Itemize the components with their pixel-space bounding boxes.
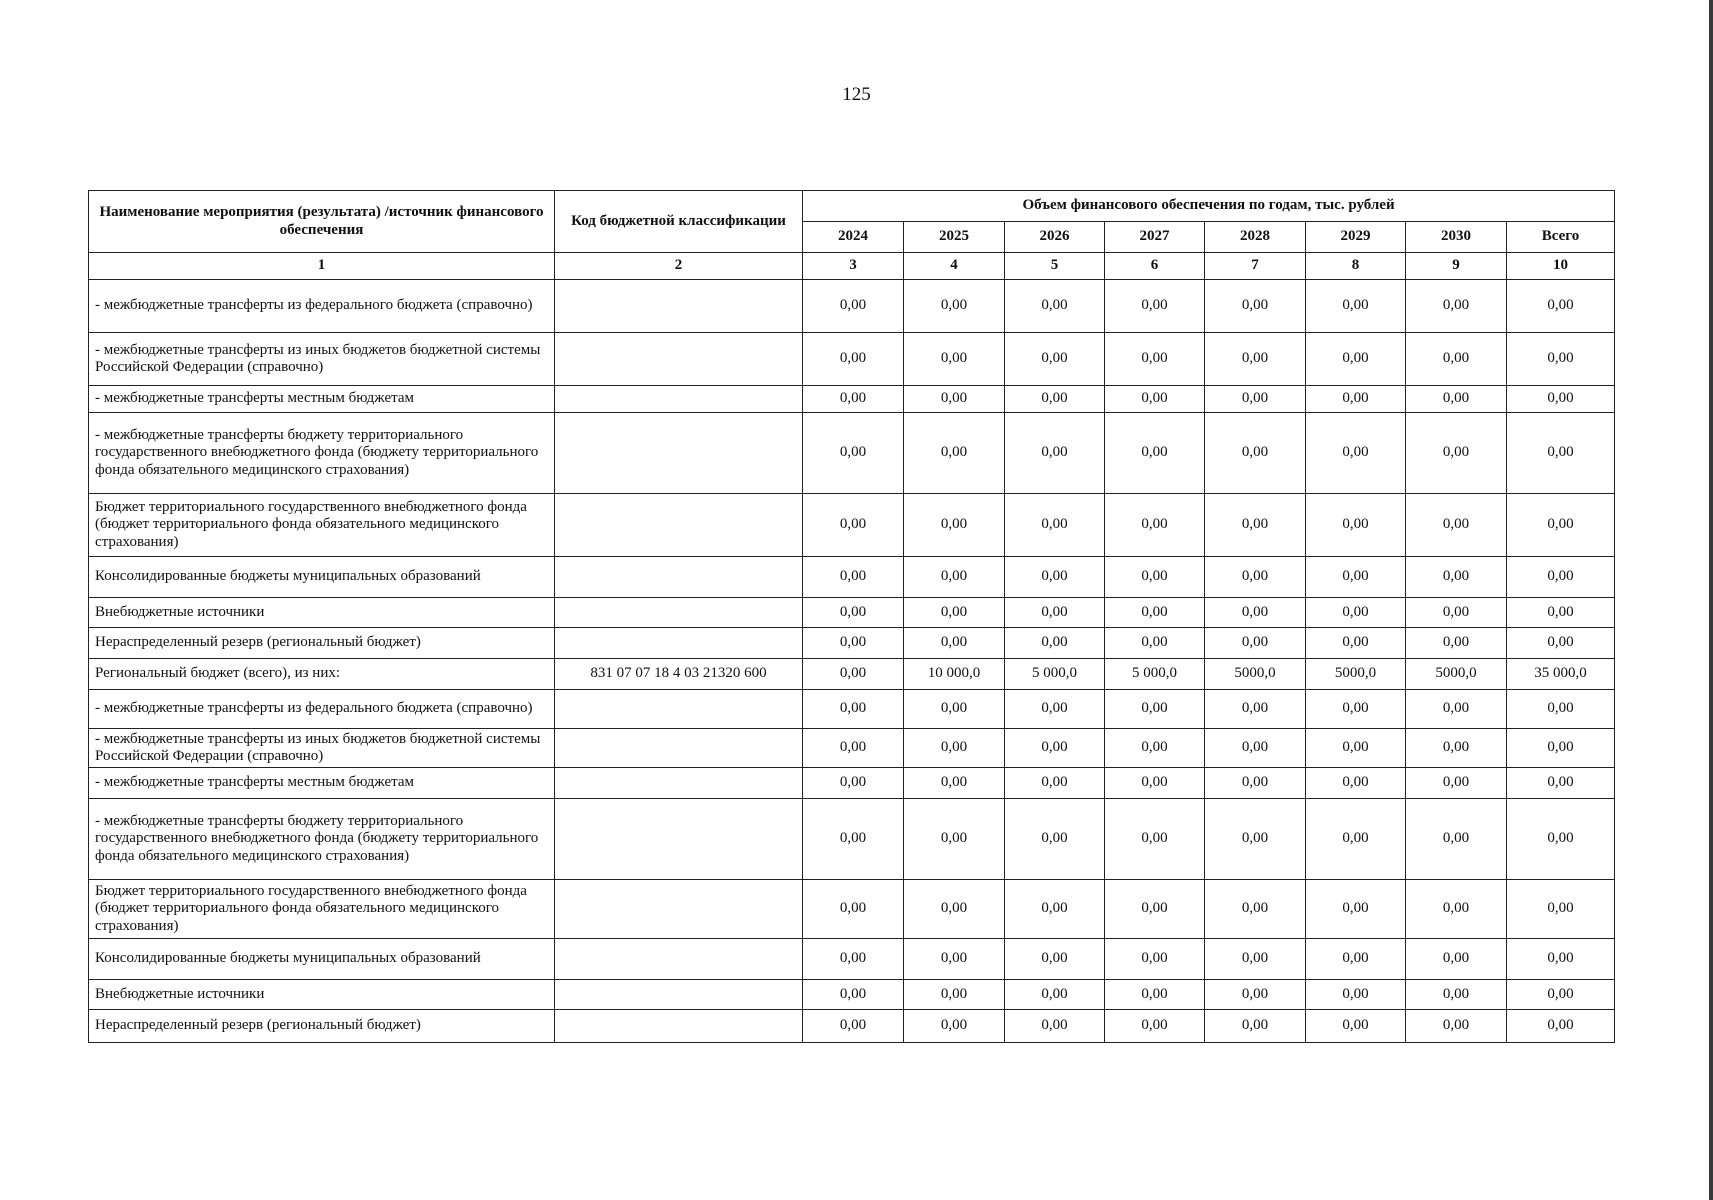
column-number: 9 [1406,253,1507,280]
table-row [89,939,1615,980]
row-name: - межбюджетные трансферты бюджету территориального государственного внебюджетного фонда (бюджету территориального фонда обязательного медицинского страхования) [89,799,555,880]
row-value: 0,00 [904,628,1005,659]
header-year: 2028 [1205,222,1306,253]
row-value: 0,00 [1306,333,1406,386]
header-year: 2029 [1306,222,1406,253]
row-code [555,413,803,494]
row-total: 0,00 [1507,413,1615,494]
row-value: 0,00 [1205,413,1306,494]
row-value: 5000,0 [1205,659,1306,690]
row-value: 0,00 [1005,880,1105,939]
table-row [89,494,1615,557]
row-name: Внебюджетные источники [89,598,555,628]
row-value: 0,00 [1105,413,1205,494]
row-value: 0,00 [1005,494,1105,557]
row-total: 0,00 [1507,768,1615,799]
row-value: 0,00 [1005,598,1105,628]
header-row-top [89,191,1615,222]
table-header [89,191,1615,280]
row-value: 0,00 [1205,280,1306,333]
table-row [89,628,1615,659]
row-value: 0,00 [803,333,904,386]
row-value: 0,00 [904,939,1005,980]
column-number: 3 [803,253,904,280]
row-code [555,1010,803,1043]
table-row [89,659,1615,690]
column-number: 4 [904,253,1005,280]
row-value: 0,00 [1105,799,1205,880]
row-value: 0,00 [1205,1010,1306,1043]
row-name: Нераспределенный резерв (региональный бюджет) [89,1010,555,1043]
row-value: 0,00 [1406,628,1507,659]
row-value: 0,00 [1406,799,1507,880]
row-value: 0,00 [803,557,904,598]
row-total: 0,00 [1507,1010,1615,1043]
row-total: 0,00 [1507,557,1615,598]
row-name: Бюджет территориального государственного внебюджетного фонда (бюджет территориального фонда обязательного медицинского страхования) [89,880,555,939]
table-row [89,1010,1615,1043]
row-value: 0,00 [1105,880,1205,939]
row-value: 5000,0 [1406,659,1507,690]
row-value: 0,00 [1205,880,1306,939]
row-value: 0,00 [1105,333,1205,386]
row-value: 0,00 [904,386,1005,413]
row-code [555,880,803,939]
row-code: 831 07 07 18 4 03 21320 600 [555,659,803,690]
header-code: Код бюджетной классификации [555,191,803,253]
header-year: 2025 [904,222,1005,253]
row-value: 0,00 [1005,980,1105,1010]
row-value: 0,00 [1205,729,1306,768]
row-value: 0,00 [803,880,904,939]
row-total: 0,00 [1507,280,1615,333]
table-row [89,280,1615,333]
row-total: 0,00 [1507,980,1615,1010]
row-value: 0,00 [1306,494,1406,557]
row-code [555,768,803,799]
row-value: 0,00 [1005,386,1105,413]
row-value: 0,00 [803,598,904,628]
table-row [89,799,1615,880]
row-value: 0,00 [803,386,904,413]
row-value: 0,00 [904,1010,1005,1043]
row-value: 0,00 [803,494,904,557]
header-year: 2030 [1406,222,1507,253]
header-year: 2026 [1005,222,1105,253]
column-number: 5 [1005,253,1105,280]
row-value: 0,00 [1105,768,1205,799]
row-total: 0,00 [1507,729,1615,768]
row-name: - межбюджетные трансферты бюджету территориального государственного внебюджетного фонда (бюджету территориального фонда обязательного медицинского страхования) [89,413,555,494]
row-value: 0,00 [1406,939,1507,980]
row-code [555,980,803,1010]
row-name: - межбюджетные трансферты местным бюджетам [89,768,555,799]
row-total: 0,00 [1507,494,1615,557]
row-value: 0,00 [1406,413,1507,494]
row-value: 5000,0 [1306,659,1406,690]
row-value: 0,00 [904,980,1005,1010]
table-row [89,557,1615,598]
row-value: 0,00 [1105,729,1205,768]
row-code [555,494,803,557]
row-value: 0,00 [1306,557,1406,598]
row-value: 0,00 [904,557,1005,598]
row-value: 0,00 [1205,386,1306,413]
row-code [555,799,803,880]
row-value: 0,00 [803,799,904,880]
row-value: 0,00 [1406,386,1507,413]
row-value: 0,00 [904,799,1005,880]
table-row [89,333,1615,386]
row-name: Региональный бюджет (всего), из них: [89,659,555,690]
row-value: 0,00 [904,413,1005,494]
column-number: 7 [1205,253,1306,280]
row-value: 0,00 [1406,1010,1507,1043]
table-row [89,880,1615,939]
row-value: 0,00 [1005,628,1105,659]
row-value: 0,00 [1105,628,1205,659]
row-value: 0,00 [1005,1010,1105,1043]
row-value: 0,00 [904,690,1005,729]
table-row [89,729,1615,768]
row-name: - межбюджетные трансферты из иных бюджетов бюджетной системы Российской Федерации (справочно) [89,729,555,768]
column-number-row [89,253,1615,280]
row-value: 0,00 [803,280,904,333]
row-code [555,598,803,628]
row-code [555,333,803,386]
row-value: 0,00 [1306,628,1406,659]
row-value: 0,00 [803,690,904,729]
row-value: 0,00 [1005,413,1105,494]
row-value: 0,00 [1406,980,1507,1010]
page-number: 125 [842,84,871,105]
row-value: 0,00 [904,768,1005,799]
row-value: 0,00 [803,1010,904,1043]
row-value: 0,00 [904,494,1005,557]
row-value: 0,00 [1205,333,1306,386]
row-name: Внебюджетные источники [89,980,555,1010]
header-year: 2024 [803,222,904,253]
row-value: 0,00 [1205,598,1306,628]
row-value: 0,00 [1205,980,1306,1010]
row-value: 0,00 [1005,729,1105,768]
column-number: 1 [89,253,555,280]
row-value: 0,00 [1005,557,1105,598]
row-code [555,729,803,768]
row-name: - межбюджетные трансферты местным бюджетам [89,386,555,413]
row-value: 0,00 [1205,939,1306,980]
row-name: - межбюджетные трансферты из федерального бюджета (справочно) [89,690,555,729]
row-total: 0,00 [1507,628,1615,659]
row-value: 0,00 [904,729,1005,768]
row-code [555,939,803,980]
row-value: 0,00 [1105,557,1205,598]
column-number: 10 [1507,253,1615,280]
row-value: 0,00 [803,768,904,799]
row-value: 0,00 [1306,280,1406,333]
row-total: 0,00 [1507,799,1615,880]
row-total: 0,00 [1507,880,1615,939]
row-value: 0,00 [1306,880,1406,939]
row-value: 0,00 [1005,799,1105,880]
row-code [555,557,803,598]
page-edge [1709,0,1713,1200]
row-value: 0,00 [1406,880,1507,939]
row-value: 0,00 [1306,386,1406,413]
header-total: Всего [1507,222,1615,253]
row-value: 0,00 [1306,690,1406,729]
row-value: 0,00 [803,939,904,980]
row-value: 0,00 [1205,628,1306,659]
row-value: 0,00 [1306,598,1406,628]
row-total: 35 000,0 [1507,659,1615,690]
row-name: - межбюджетные трансферты из иных бюджетов бюджетной системы Российской Федерации (справочно) [89,333,555,386]
row-value: 0,00 [1105,598,1205,628]
row-code [555,280,803,333]
row-value: 0,00 [1306,413,1406,494]
header-name: Наименование мероприятия (результата) /источник финансового обеспечения [89,191,555,253]
row-value: 0,00 [1005,280,1105,333]
row-value: 0,00 [1406,494,1507,557]
row-value: 0,00 [803,729,904,768]
row-value: 0,00 [1406,557,1507,598]
row-value: 0,00 [1406,333,1507,386]
row-name: Консолидированные бюджеты муниципальных образований [89,557,555,598]
row-value: 0,00 [1005,768,1105,799]
row-total: 0,00 [1507,598,1615,628]
row-value: 0,00 [803,413,904,494]
row-value: 0,00 [1306,768,1406,799]
row-value: 0,00 [1105,980,1205,1010]
table-row [89,690,1615,729]
row-value: 0,00 [1406,690,1507,729]
row-value: 0,00 [803,980,904,1010]
table-row [89,768,1615,799]
row-value: 0,00 [1205,799,1306,880]
row-name: - межбюджетные трансферты из федерального бюджета (справочно) [89,280,555,333]
row-value: 0,00 [1205,690,1306,729]
table-row [89,980,1615,1010]
row-value: 0,00 [904,598,1005,628]
row-value: 0,00 [1105,939,1205,980]
row-name: Нераспределенный резерв (региональный бюджет) [89,628,555,659]
row-value: 0,00 [1406,768,1507,799]
row-value: 0,00 [1205,494,1306,557]
row-value: 5 000,0 [1005,659,1105,690]
row-value: 0,00 [1105,690,1205,729]
row-code [555,628,803,659]
header-year: 2027 [1105,222,1205,253]
table-row [89,386,1615,413]
row-value: 0,00 [1306,980,1406,1010]
row-total: 0,00 [1507,333,1615,386]
row-value: 0,00 [803,659,904,690]
table-row [89,413,1615,494]
row-value: 0,00 [1005,333,1105,386]
row-value: 0,00 [803,628,904,659]
row-value: 0,00 [1306,1010,1406,1043]
header-volume: Объем финансового обеспечения по годам, тыс. рублей [803,191,1615,222]
row-value: 0,00 [1306,799,1406,880]
row-value: 0,00 [1406,729,1507,768]
column-number: 8 [1306,253,1406,280]
row-name: Консолидированные бюджеты муниципальных образований [89,939,555,980]
row-total: 0,00 [1507,690,1615,729]
row-value: 0,00 [904,333,1005,386]
row-value: 0,00 [1306,729,1406,768]
row-value: 0,00 [1005,939,1105,980]
row-value: 0,00 [1105,280,1205,333]
table-row [89,598,1615,628]
row-value: 0,00 [1105,1010,1205,1043]
row-value: 0,00 [1105,494,1205,557]
column-number: 2 [555,253,803,280]
row-total: 0,00 [1507,386,1615,413]
financing-table [88,190,1615,1043]
row-code [555,690,803,729]
row-value: 0,00 [1105,386,1205,413]
row-code [555,386,803,413]
row-value: 0,00 [1306,939,1406,980]
table-body [89,280,1615,1043]
row-value: 0,00 [1005,690,1105,729]
row-value: 0,00 [1406,280,1507,333]
row-name: Бюджет территориального государственного внебюджетного фонда (бюджет территориального фонда обязательного медицинского страхования) [89,494,555,557]
row-value: 0,00 [1205,768,1306,799]
row-value: 5 000,0 [1105,659,1205,690]
row-value: 0,00 [904,280,1005,333]
row-value: 0,00 [1406,598,1507,628]
row-value: 0,00 [904,880,1005,939]
row-value: 0,00 [1205,557,1306,598]
column-number: 6 [1105,253,1205,280]
row-value: 10 000,0 [904,659,1005,690]
row-total: 0,00 [1507,939,1615,980]
